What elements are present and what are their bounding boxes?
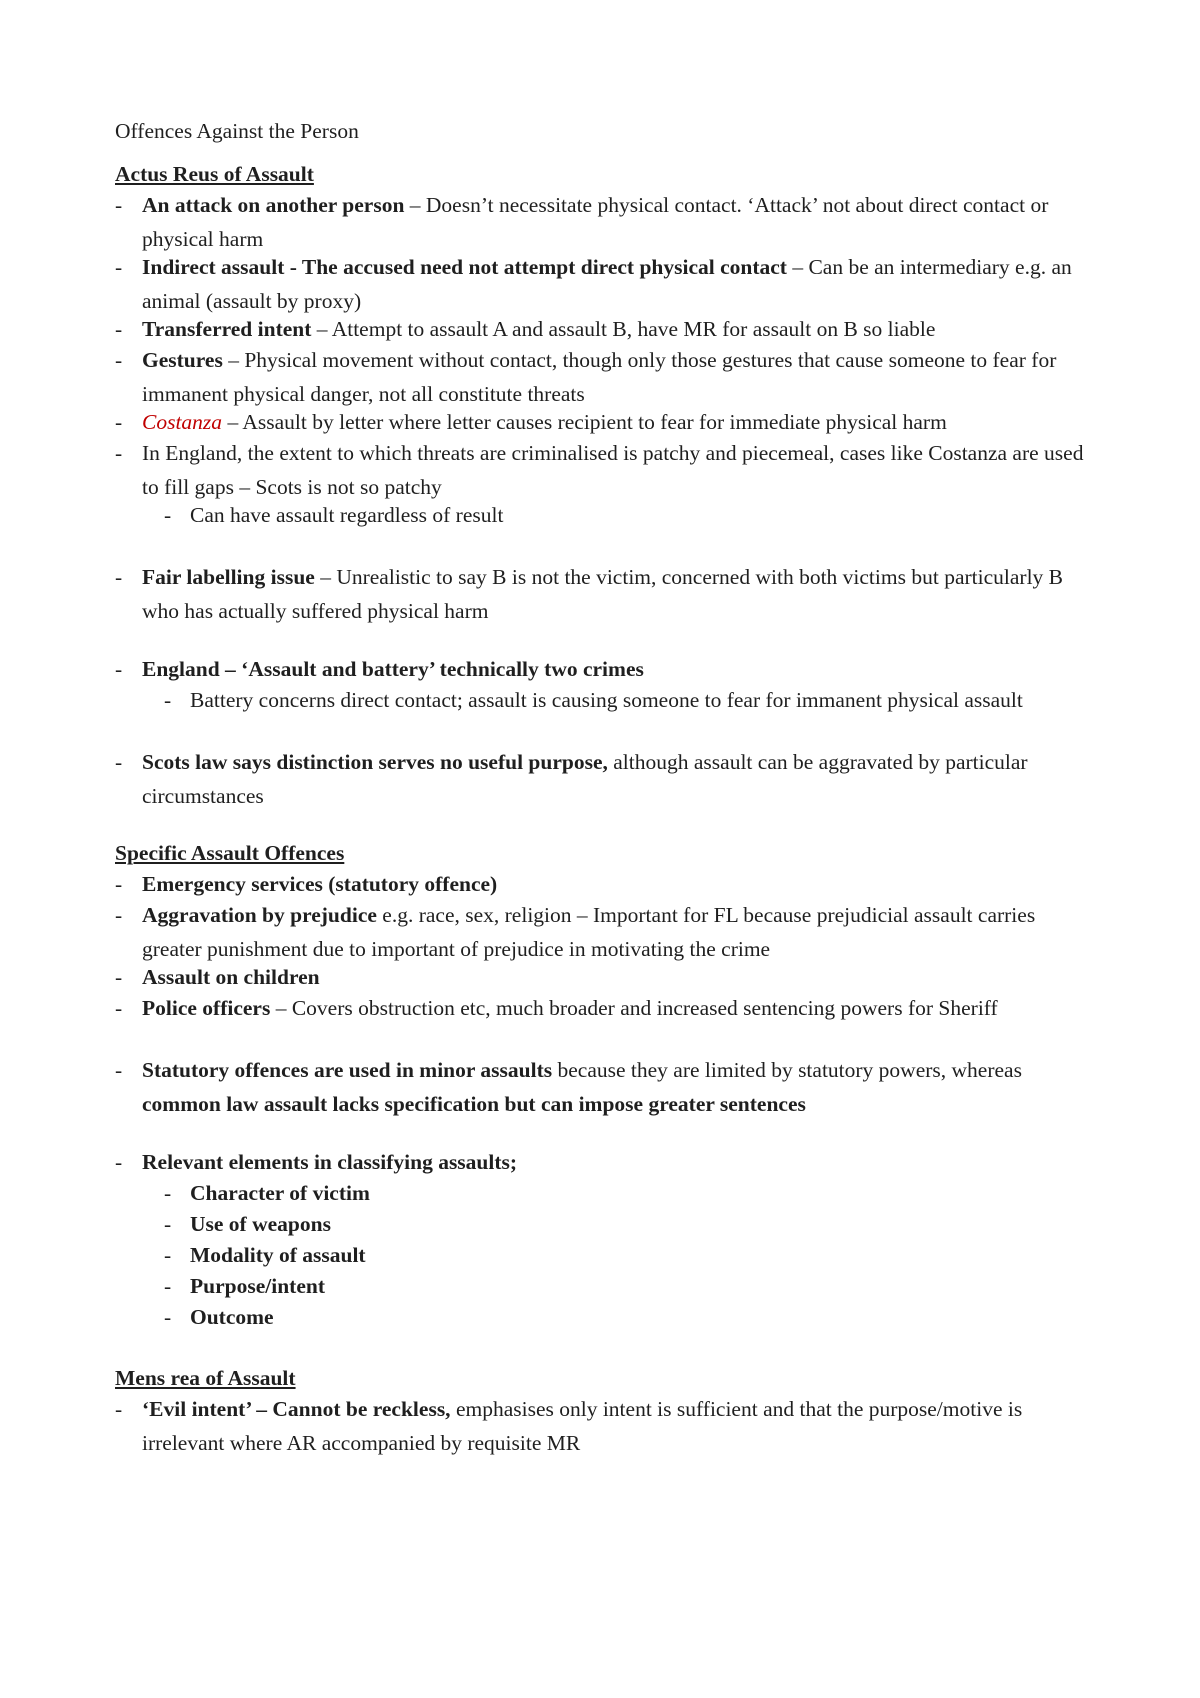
heading-specific-offences: Specific Assault Offences [115, 841, 345, 865]
list-item: - Assault on children [115, 965, 320, 989]
list-item: - Costanza – Assault by letter where letter causes recipient to fear for immediate physical harm [115, 410, 947, 434]
list-item: - Statutory offences are used in minor assaults because they are limited by statutory powers, whereas common law assault lacks specification but can impose greater sentences [115, 1058, 1022, 1116]
document-title: Offences Against the Person [115, 119, 359, 143]
list-item: - ‘Evil intent’ – Cannot be reckless, emphasises only intent is sufficient and that the purpose/motive is irrelevant where AR accompanied by requisite MR [115, 1397, 1023, 1455]
list-item: - Police officers – Covers obstruction etc, much broader and increased sentencing powers for Sheriff [115, 996, 998, 1020]
heading-mens-rea: Mens rea of Assault [115, 1366, 296, 1390]
case-name: Costanza [142, 410, 223, 434]
list-item: - Aggravation by prejudice e.g. race, sex, religion – Important for FL because prejudicial assault carries greater punishment due to important of prejudice in motivating the crime [115, 903, 1036, 961]
sub-list-item: - Modality of assault [164, 1243, 366, 1267]
list-item: - In England, the extent to which threats are criminalised is patchy and piecemeal, cases like Costanza are used to fill gaps – Scots is not so patchy [115, 441, 1084, 499]
list-item: - Gestures – Physical movement without contact, though only those gestures that cause someone to fear for immanent physical danger, not all constitute threats [115, 348, 1057, 406]
heading-actus-reus: Actus Reus of Assault [115, 162, 314, 186]
sub-list-item: - Use of weapons [164, 1212, 331, 1236]
list-item: - Fair labelling issue – Unrealistic to say B is not the victim, concerned with both victims but particularly B who has actually suffered physical harm [115, 565, 1064, 623]
list-item: - Transferred intent – Attempt to assault A and assault B, have MR for assault on B so liable [115, 317, 936, 341]
list-item: - Relevant elements in classifying assaults; [115, 1150, 518, 1174]
sub-list-item: - Character of victim [164, 1181, 370, 1205]
list-item: - An attack on another person – Doesn’t necessitate physical contact. ‘Attack’ not about direct contact or physical harm [115, 193, 1049, 251]
sub-list-item: - Purpose/intent [164, 1274, 325, 1298]
list-item: - England – ‘Assault and battery’ technically two crimes [115, 657, 644, 681]
sub-list-item: - Battery concerns direct contact; assault is causing someone to fear for immanent physical assault [164, 688, 1023, 712]
list-item: - Scots law says distinction serves no useful purpose, although assault can be aggravated by particular circumstances [115, 750, 1028, 808]
list-item: - Emergency services (statutory offence) [115, 872, 498, 896]
list-item: - Indirect assault - The accused need not attempt direct physical contact – Can be an intermediary e.g. an animal (assault by proxy) [115, 255, 1072, 313]
sub-list-item: - Can have assault regardless of result [164, 503, 504, 527]
sub-list-item: - Outcome [164, 1305, 274, 1329]
